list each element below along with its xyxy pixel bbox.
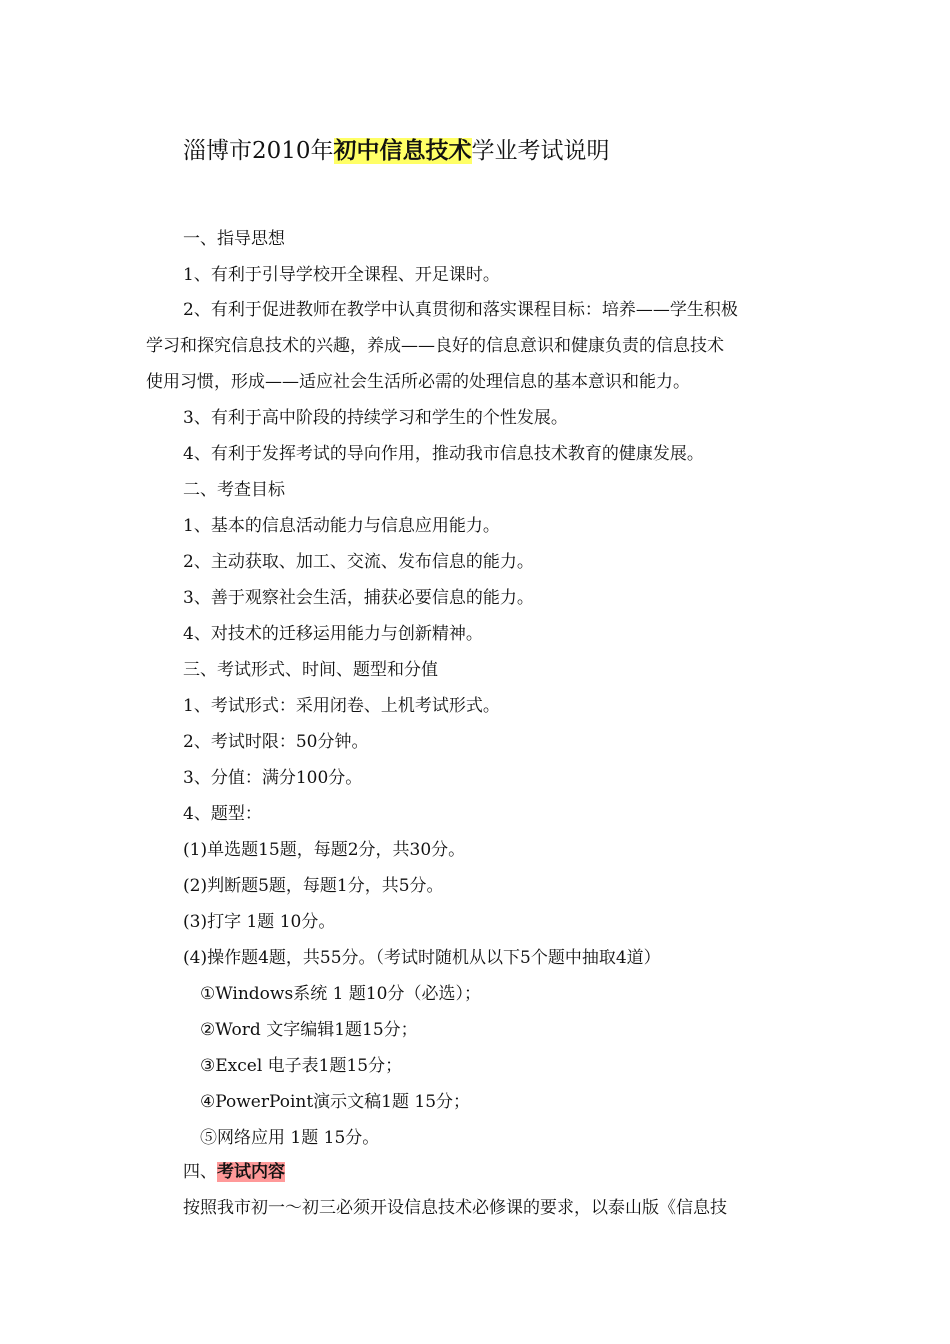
question-type-item: (2)判断题5题，每题1分，共5分。	[183, 876, 444, 896]
paragraph: 2、有利于促进教师在教学中认真贯彻和落实课程目标：培养——学生积极	[183, 300, 738, 320]
paragraph: 按照我市初一～初三必须开设信息技术必修课的要求，以泰山版《信息技	[183, 1198, 727, 1218]
title-highlight: 初中信息技术	[333, 138, 472, 164]
title-prefix: 淄博市2010年	[183, 138, 334, 164]
operation-item: ④PowerPoint演示文稿1题 15分；	[200, 1092, 471, 1112]
paragraph: 3、有利于高中阶段的持续学习和学生的个性发展。	[183, 408, 568, 428]
paragraph: 2、考试时限：50分钟。	[183, 732, 369, 752]
operation-item: ⑤网络应用 1题 15分。	[200, 1128, 380, 1148]
section-heading-guiding-ideas: 一、指导思想	[183, 229, 285, 249]
paragraph: 1、考试形式：采用闭卷、上机考试形式。	[183, 696, 500, 716]
paragraph: 4、题型：	[183, 804, 262, 824]
paragraph-continued: 学习和探究信息技术的兴趣，养成——良好的信息意识和健康负责的信息技术	[146, 336, 724, 356]
question-type-item: (3)打字 1题 10分。	[183, 912, 336, 932]
paragraph-continued: 使用习惯，形成——适应社会生活所必需的处理信息的基本意识和能力。	[146, 372, 690, 392]
operation-item: ①Windows系统 1 题10分（必选）；	[200, 984, 481, 1004]
question-type-item: (1)单选题15题，每题2分，共30分。	[183, 840, 466, 860]
question-type-item: (4)操作题4题，共55分。（考试时随机从以下5个题中抽取4道）	[183, 948, 661, 968]
operation-item: ③Excel 电子表1题15分；	[200, 1056, 403, 1076]
paragraph: 3、善于观察社会生活，捕获必要信息的能力。	[183, 588, 534, 608]
section-heading-objectives: 二、考查目标	[183, 480, 285, 500]
paragraph: 3、分值：满分100分。	[183, 768, 363, 788]
paragraph: 1、有利于引导学校开全课程、开足课时。	[183, 265, 500, 285]
document-title	[183, 134, 610, 168]
section-heading-highlight: 考试内容	[217, 1162, 285, 1182]
paragraph: 1、基本的信息活动能力与信息应用能力。	[183, 516, 500, 536]
paragraph: 4、有利于发挥考试的导向作用，推动我市信息技术教育的健康发展。	[183, 444, 704, 464]
paragraph: 2、主动获取、加工、交流、发布信息的能力。	[183, 552, 534, 572]
section-heading-format: 三、考试形式、时间、题型和分值	[183, 660, 438, 680]
section-heading-content	[183, 1160, 285, 1184]
operation-item: ②Word 文字编辑1题15分；	[200, 1020, 418, 1040]
paragraph: 4、对技术的迁移运用能力与创新精神。	[183, 624, 483, 644]
title-suffix: 学业考试说明	[471, 138, 610, 164]
section-heading-prefix: 四、	[183, 1162, 217, 1182]
